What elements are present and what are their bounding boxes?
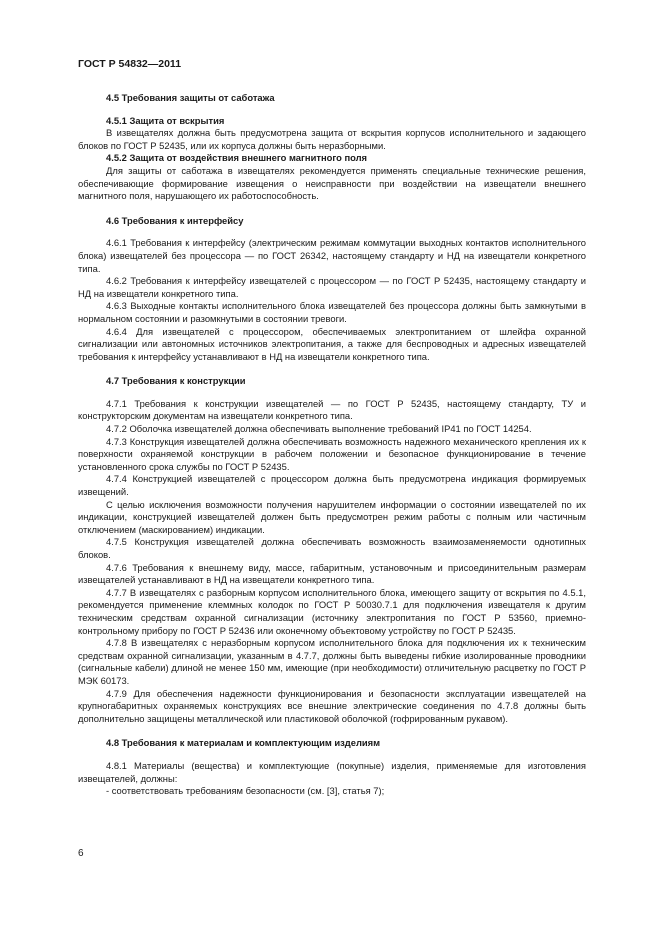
subsection-heading-4-5-1: 4.5.1 Защита от вскрытия bbox=[106, 114, 225, 126]
page-content bbox=[78, 92, 586, 798]
paragraph: 4.6.1 Требования к интерфейсу (электрическим режимам коммутации выходных контактов исполнительного блока) извещателей без процессора — по ГОСТ 26342, настоящему стандарту и НД на извещатели конкретного типа. bbox=[78, 237, 586, 274]
paragraph: 4.7.1 Требования к конструкции извещателей — по ГОСТ Р 52435, настоящему стандарту, ТУ и конструкторским документам на извещатели конкретного типа. bbox=[78, 397, 586, 422]
section-heading-4-7: 4.7 Требования к конструкции bbox=[106, 375, 246, 387]
paragraph: 4.7.6 Требования к внешнему виду, массе, габаритным, установочным и присоединительным размерам извещателей устанавливают в НД на извещатели конкретного типа. bbox=[78, 561, 586, 586]
paragraph: 4.7.3 Конструкция извещателей должна обеспечивать возможность надежного механического крепления их к поверхности охраняемой конструкции в рабочем положении и безопасное функционирование в течение установленного срока службы по ГОСТ Р 52435. bbox=[78, 435, 586, 472]
paragraph: 4.7.9 Для обеспечения надежности функционирования и безопасности эксплуатации извещателей на крупногабаритных охраняемых конструкциях все внешние электрические соединения по 4.7.8 должны быть дополнительно защищены металлической или пластиковой оболочкой (гофрированным рукавом). bbox=[78, 687, 586, 724]
paragraph: В извещателях должна быть предусмотрена защита от вскрытия корпусов исполнительного и задающего блоков по ГОСТ Р 52435, или их корпуса должны быть неразборными. bbox=[78, 127, 586, 151]
paragraph: 4.6.4 Для извещателей с процессором, обеспечиваемых электропитанием от шлейфа охранной сигнализации или автономных источников электропитания, а также для беспроводных и адресных извещателей требования к интерфейсу устанавливают в НД на извещатели конкретного типа. bbox=[78, 325, 586, 362]
paragraph: 4.8.1 Материалы (вещества) и комплектующие (покупные) изделия, применяемые для изготовления извещателей, должны: bbox=[78, 759, 586, 784]
paragraph: 4.7.4 Конструкцией извещателей с процессором должна быть предусмотрена индикация формируемых извещений. bbox=[78, 473, 586, 498]
paragraph: 4.7.7 В извещателях с разборным корпусом исполнительного блока, имеющего защиту от вскрытия по 4.5.1, рекомендуется применение клеммных колодок по ГОСТ Р 50030.7.1 для подключения извещателя к другим техническим средствам охранной сигнализации (источнику электропитания по ГОСТ Р 53560, приемно-контрольному прибору по ГОСТ Р 52436 или оконечному объектовому устройству по ГОСТ Р 52435. bbox=[78, 586, 586, 636]
paragraph: 4.7.2 Оболочка извещателей должна обеспечивать выполнение требований IP41 по ГОСТ 14254. bbox=[106, 423, 532, 435]
paragraph: 4.6.3 Выходные контакты исполнительного блока извещателей без процессора должны быть замкнутыми в нормальном состоянии и разомкнутыми в состоянии тревоги. bbox=[78, 300, 586, 324]
document-header: ГОСТ Р 54832—2011 bbox=[78, 58, 182, 70]
paragraph: Для защиты от саботажа в извещателях рекомендуется применять специальные технические решения, обеспечивающие формирование извещения о неисправности при воздействии на извещатели внешнего магнитного поля, нарушающего их работоспособность. bbox=[78, 164, 586, 202]
paragraph: С целью исключения возможности получения нарушителем информации о состоянии извещателей по их индикации, конструкцией извещателей должен быть предусмотрен режим работы с полным или частичным отключением (маскированием) индикации. bbox=[78, 498, 586, 535]
section-heading-4-6: 4.6 Требования к интерфейсу bbox=[106, 214, 244, 226]
section-heading-4-5: 4.5 Требования защиты от саботажа bbox=[106, 92, 275, 103]
paragraph: 4.7.8 В извещателях с неразборным корпусом исполнительного блока для подключения их к техническим средствам охранной сигнализации, указанным в 4.7.7, должны быть выведены гибкие изолированные проводники (сигнальные кабели) длиной не менее 150 мм, имеющие (при необходимости) отличительную расцветку по ГОСТ Р МЭК 60173. bbox=[78, 637, 586, 686]
section-heading-4-8: 4.8 Требования к материалам и комплектующим изделиям bbox=[106, 737, 381, 749]
page-number: 6 bbox=[78, 848, 84, 859]
list-item: - соответствовать требованиям безопасности (см. [3], статья 7); bbox=[106, 785, 385, 797]
subsection-heading-4-5-2: 4.5.2 Защита от воздействия внешнего магнитного поля bbox=[106, 152, 368, 164]
paragraph: 4.7.5 Конструкция извещателей должна обеспечивать возможность взаимозаменяемости однотипных блоков. bbox=[78, 536, 586, 560]
paragraph: 4.6.2 Требования к интерфейсу извещателей с процессором — по ГОСТ Р 52435, настоящему стандарту и НД на извещатели конкретного типа. bbox=[78, 275, 586, 299]
